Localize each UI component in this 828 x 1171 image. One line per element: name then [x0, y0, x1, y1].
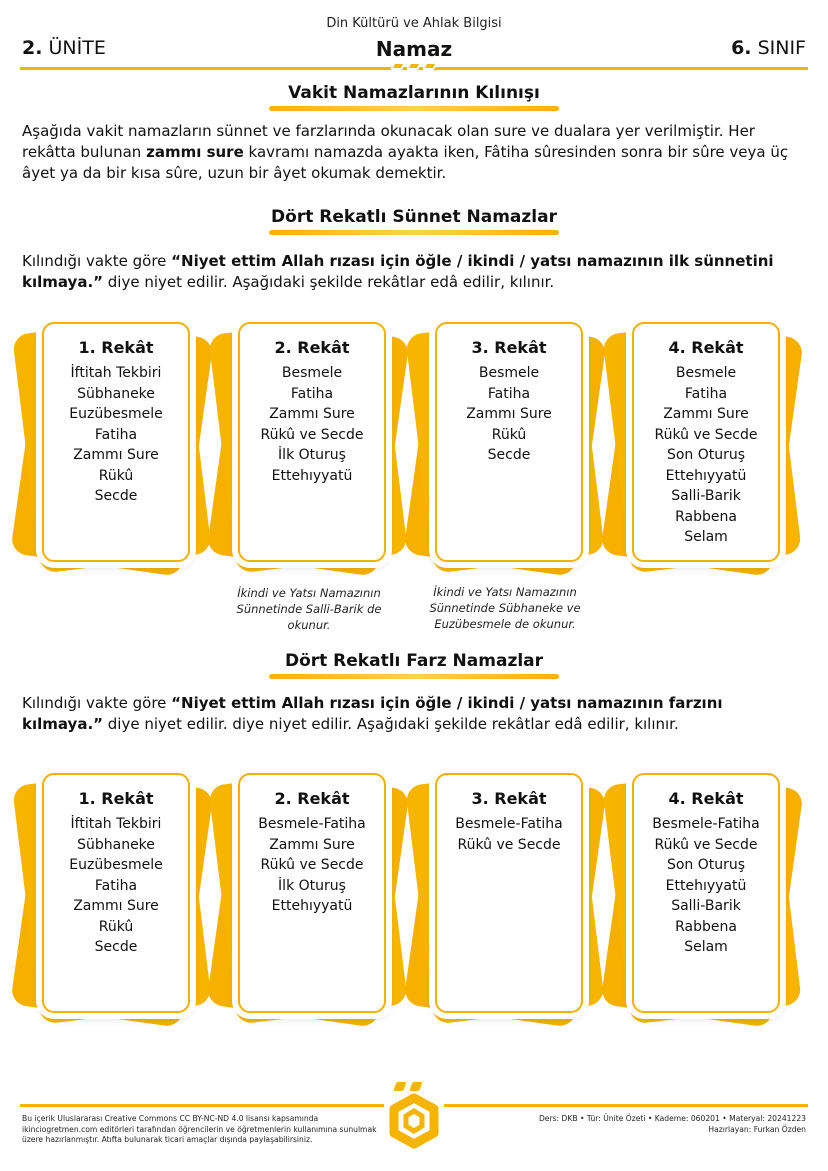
paragraph-text: Kılındığı vakte göre — [22, 252, 172, 270]
card-title: 4. Rekât — [668, 338, 744, 357]
heading-underline — [269, 106, 559, 111]
card-body — [238, 322, 386, 562]
section-heading-sunnet — [0, 207, 828, 235]
card-item: Ettehıyyatü — [665, 877, 747, 894]
card-item: Zammı Sure — [663, 406, 749, 422]
footer-meta — [506, 1114, 806, 1135]
card-item: Fatiha — [94, 877, 138, 894]
card-body — [435, 773, 583, 1013]
card-item: Fatiha — [290, 385, 334, 402]
card-title: 3. Rekât — [471, 338, 547, 357]
card-item: Besmele — [675, 365, 737, 381]
material-info: Ders: DKB • Tür: Ünite Özeti • Kademe: 060201 • Materyal: 20241223 — [538, 1114, 806, 1123]
card-item: Rabbena — [675, 918, 737, 935]
paragraph-text: kavramı namazda ayakta iken, Fâtiha sûresinden sonra bir sûre veya üç âyet ya da bir kısa sûre, uzun bir âyet okumak demektir. — [22, 143, 789, 182]
rekat-card — [22, 318, 200, 568]
section-heading-farz — [0, 651, 828, 679]
card-item: Rükû ve Secde — [654, 836, 758, 853]
card-item: Zammı Sure — [269, 406, 355, 422]
paragraph-text: diye niyet edilir. diye niyet edilir. Aşağıdaki şekilde rekâtlar edâ edilir, kılınır. — [103, 715, 679, 733]
card-item: Ettehıyyatü — [665, 467, 747, 484]
rekat-card — [415, 769, 593, 1019]
topic-title: Namaz — [375, 37, 453, 61]
card-item: Rükû ve Secde — [654, 426, 758, 443]
card-item: Sübhaneke — [77, 385, 155, 402]
rekat-card — [612, 769, 790, 1019]
card-item: Secde — [487, 447, 531, 463]
paragraph-bold: zammı sure — [146, 143, 244, 161]
section-heading-vakit — [0, 83, 828, 111]
license-text: Bu içerik Uluslararası Creative Commons CC BY-NC-ND 4.0 lisansı kapsamında ikinciogretmen.com editörleri tarafından öğrencilerin ve öğretmenlerin kullanımına sunulmak üzere hazırlanmıştır. Atıfta bulunarak ticari amaçlar dışında paylaşabilirsiniz. — [22, 1114, 377, 1144]
paragraph-text: Aşağıda vakit namazların sünnet ve farzlarında okunacak olan sure ve dualara yer verilmiştir. Her rekâtta bulunan — [22, 122, 755, 161]
card-item: Rükû — [98, 467, 134, 484]
heading-underline — [269, 230, 559, 235]
card-body — [238, 773, 386, 1013]
heading-underline — [269, 674, 559, 679]
card-title: 1. Rekât — [78, 789, 154, 808]
card-item: İlk Oturuş — [278, 877, 346, 894]
grade-number: 6. — [731, 37, 752, 59]
card-item: Euzübesmele — [69, 857, 163, 873]
card-item: Son Oturuş — [666, 447, 746, 463]
rekat-card — [218, 769, 396, 1019]
subject-title: Din Kültürü ve Ahlak Bilgisi — [326, 16, 502, 31]
paragraph-text: Kılındığı vakte göre — [22, 694, 172, 712]
rekat-card — [218, 318, 396, 568]
card-item: Fatiha — [487, 385, 531, 402]
card-item: İftitah Tekbiri — [70, 365, 162, 381]
card-item: Euzübesmele — [69, 406, 163, 422]
card-body — [42, 773, 190, 1013]
card-title: 1. Rekât — [78, 338, 154, 357]
rekat-card — [612, 318, 790, 568]
card-item: Rükû ve Secde — [260, 426, 364, 443]
brand-logo — [384, 1078, 444, 1158]
note-subhaneke: İkindi ve Yatsı Namazının Sünnetinde Sübhaneke ve Euzübesmele de okunur. — [429, 585, 581, 631]
author: Hazırlayan: Furkan Özden — [708, 1124, 806, 1134]
card-title: 3. Rekât — [471, 789, 547, 808]
card-item: Sübhaneke — [77, 836, 155, 853]
sunnet-niyet-paragraph — [22, 251, 808, 293]
header-ornament — [0, 62, 828, 70]
note-salli-barik: İkindi ve Yatsı Namazının Sünnetinde Salli-Barik de okunur. — [236, 586, 382, 632]
unit-number: 2. — [22, 37, 43, 59]
paragraph-bold: “Niyet ettim Allah rızası için öğle / ikindi / yatsı namazının ilk sünnetini kılmaya.” — [22, 252, 774, 291]
section-title: Vakit Namazlarının Kılınışı — [288, 83, 540, 103]
rekat-card — [415, 318, 593, 568]
grade-word: SINIF — [757, 37, 806, 59]
card-item: Salli-Barik — [671, 488, 741, 504]
card-body — [632, 773, 780, 1013]
section-title: Dört Rekatlı Farz Namazlar — [284, 651, 544, 671]
card-item: Rabbena — [675, 508, 737, 525]
grade-label — [731, 37, 806, 59]
card-item: Selam — [684, 529, 728, 545]
card-item: Zammı Sure — [73, 447, 159, 463]
card-body — [632, 322, 780, 562]
card-item: Selam — [684, 939, 728, 955]
card-item: Salli-Barik — [671, 898, 741, 914]
card-body — [435, 322, 583, 562]
card-item: Zammı Sure — [73, 898, 159, 914]
card-item: Zammı Sure — [269, 836, 355, 853]
card-title: 2. Rekât — [274, 338, 350, 357]
paragraph-text: diye niyet edilir. Aşağıdaki şekilde rekâtlar edâ edilir, kılınır. — [103, 273, 555, 291]
card-item: Rükû — [98, 918, 134, 935]
card-item: Ettehıyyatü — [271, 898, 353, 914]
card-item: Son Oturuş — [666, 857, 746, 873]
card-item: Fatiha — [94, 426, 138, 443]
card-item: Rükû ve Secde — [457, 836, 561, 853]
farz-niyet-paragraph — [22, 693, 808, 735]
card-item: Ettehıyyatü — [271, 467, 353, 484]
card-item: Besmele-Fatiha — [652, 816, 760, 832]
card-title: 4. Rekât — [668, 789, 744, 808]
card-item: Secde — [94, 488, 138, 504]
card-item: İftitah Tekbiri — [70, 816, 162, 832]
card-title: 2. Rekât — [274, 789, 350, 808]
intro-paragraph — [22, 121, 808, 184]
card-item: İlk Oturuş — [278, 447, 346, 463]
card-item: Zammı Sure — [466, 406, 552, 422]
card-item: Secde — [94, 939, 138, 955]
card-item: Besmele — [281, 365, 343, 381]
unit-word: ÜNİTE — [48, 37, 106, 59]
card-item: Besmele-Fatiha — [455, 816, 563, 832]
card-item: Rükû ve Secde — [260, 857, 364, 873]
card-item: Rükû — [491, 426, 527, 443]
card-body — [42, 322, 190, 562]
section-title: Dört Rekatlı Sünnet Namazlar — [271, 207, 557, 227]
card-item: Besmele — [478, 365, 540, 381]
card-item: Besmele-Fatiha — [258, 816, 366, 832]
paragraph-bold: “Niyet ettim Allah rızası için öğle / ikindi / yatsı namazının farzını kılmaya.” — [22, 694, 723, 733]
rekat-card — [22, 769, 200, 1019]
card-item: Fatiha — [684, 385, 728, 402]
